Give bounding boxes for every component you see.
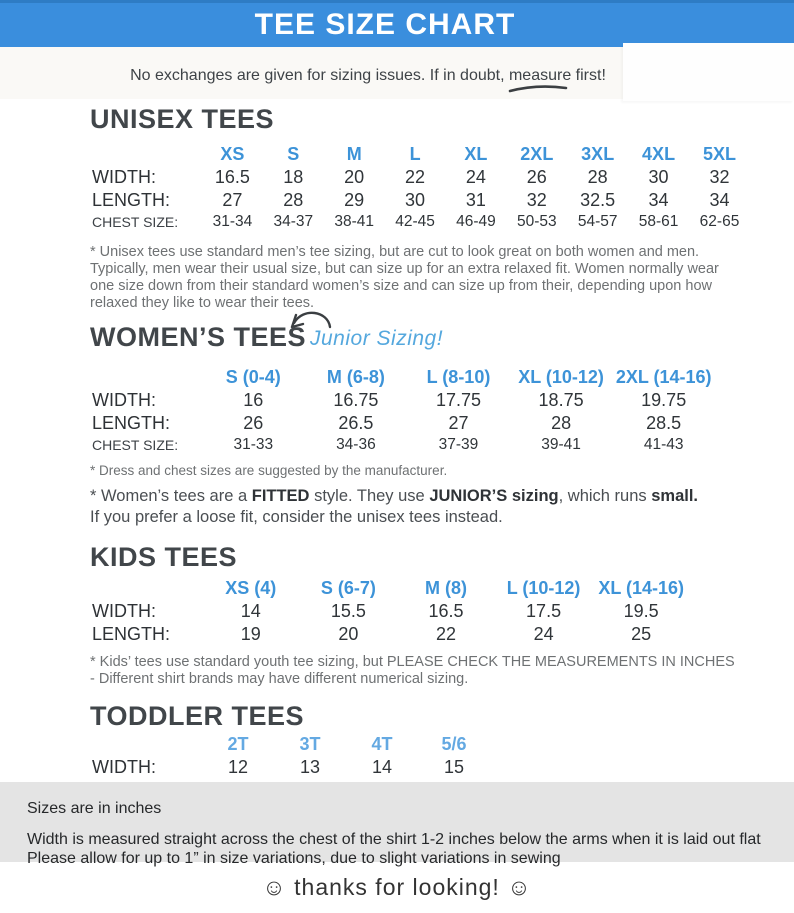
size-value: 41-43 [643, 436, 684, 454]
size-value: 19.75 [641, 390, 687, 411]
thanks-text: thanks for looking! [294, 874, 500, 900]
size-column-header: 4T [371, 733, 393, 754]
size-value: 19 [240, 624, 261, 645]
size-column-header: 4XL [642, 144, 676, 164]
size-value: 50-53 [516, 213, 557, 230]
size-value: 14 [240, 601, 261, 622]
size-column-header: S (0-4) [225, 367, 281, 388]
page-title: TEE SIZE CHART [254, 8, 516, 41]
size-value: 24 [465, 167, 486, 187]
footer-line: Please allow for up to 1” in size variations, due to slight variations in sewing [27, 850, 561, 868]
smiley-icon: ☺ [507, 874, 532, 900]
size-value: 20 [338, 624, 359, 645]
size-column-header: 5/6 [441, 733, 467, 754]
note-text: If you prefer a loose fit, consider the unisex tees instead. [90, 508, 503, 527]
notice-text: No exchanges are given for sizing issues. If in doubt, [130, 67, 509, 84]
size-value: 12 [227, 756, 249, 777]
kids-note-line: - Different shirt brands may have different numerical sizing. [90, 671, 469, 688]
size-column-header: XL [464, 144, 488, 164]
size-value: 15 [443, 756, 465, 777]
underlined-word: measure [509, 67, 571, 85]
manufacturer-note: * Dress and chest sizes are suggested by the manufacturer. [90, 463, 448, 479]
size-column-header: 3XL [581, 144, 615, 164]
size-value: 18.75 [538, 390, 584, 411]
section-title-toddler: TODDLER TEES [90, 700, 305, 731]
size-value: 32 [709, 167, 730, 187]
size-value: 34-37 [273, 213, 314, 230]
size-value: 29 [344, 190, 365, 210]
size-value: 34 [648, 190, 669, 210]
row-label: WIDTH: [92, 390, 156, 411]
womens-title-row [90, 324, 794, 364]
fitted-style-note [90, 486, 760, 528]
kids-sizing-note [90, 654, 794, 688]
emphasis-text: small. [651, 487, 699, 506]
size-value: 34 [709, 190, 730, 210]
row-label: LENGTH: [92, 413, 171, 434]
measurement-notes [0, 782, 794, 868]
size-value: 17.5 [526, 601, 562, 622]
corner-cell [90, 577, 202, 600]
size-value: 25 [631, 624, 652, 645]
size-column-header: L (8-10) [426, 367, 491, 388]
size-value: 16 [243, 390, 264, 411]
size-value: 16.5 [428, 601, 464, 622]
kids-size-table [90, 577, 690, 646]
row-label: WIDTH: [92, 167, 156, 187]
size-value: 46-49 [456, 213, 496, 230]
size-column-header: M [346, 144, 362, 164]
size-column-header: S (6-7) [320, 578, 376, 599]
row-label: LENGTH: [92, 624, 171, 645]
smiley-icon: ☺ [262, 874, 287, 900]
size-value: 30 [648, 167, 669, 187]
kids-note-line: * Kids’ tees use standard youth tee sizing, but PLEASE CHECK THE MEASUREMENTS IN INCHES [90, 654, 735, 671]
size-column-header: 2XL [520, 144, 554, 164]
size-column-header: 5XL [702, 144, 736, 164]
size-value: 18 [283, 167, 304, 187]
background-patch [623, 43, 794, 101]
unisex-size-table [90, 143, 750, 232]
thanks-message [0, 874, 794, 901]
section-title-unisex: UNISEX TEES [90, 104, 275, 134]
size-column-header: XL (10-12) [518, 367, 604, 388]
unisex-sizing-note: * Unisex tees use standard men’s tee sizing, but are cut to look great on both women and men. Typically, men wear their usual size, but can size up for an extra relaxed fit. Women normally wear one size down from their standard women’s size and can size up from their, depending upon how relaxed they like to wear their tees. [90, 244, 719, 312]
size-value: 31 [465, 190, 486, 210]
size-value: 37-39 [438, 436, 479, 454]
size-value: 16.75 [333, 390, 379, 411]
size-value: 28 [587, 167, 608, 187]
section-womens [90, 324, 794, 528]
size-column-header: 2XL (14-16) [615, 367, 712, 388]
size-value: 24 [533, 624, 554, 645]
size-column-header: S [287, 144, 300, 164]
section-title-kids: KIDS TEES [90, 542, 238, 573]
size-value: 22 [405, 167, 426, 187]
womens-size-table [90, 366, 715, 455]
row-label: CHEST SIZE: [92, 214, 179, 230]
size-value: 20 [344, 167, 365, 187]
size-value: 31-33 [233, 436, 274, 454]
size-value: 16.5 [214, 167, 250, 187]
size-value: 28 [551, 413, 572, 434]
size-value: 13 [299, 756, 321, 777]
size-value: 28 [283, 190, 304, 210]
corner-cell [90, 733, 202, 756]
size-value: 17.75 [435, 390, 481, 411]
size-value: 27 [222, 190, 243, 210]
size-column-header: XS [220, 144, 245, 164]
emphasis-text: JUNIOR’S sizing [429, 487, 559, 506]
header-substrip [0, 47, 794, 99]
footer-line: Sizes are in inches [27, 800, 162, 817]
section-unisex [90, 106, 794, 312]
note-text: * Women’s tees are a [90, 487, 252, 506]
size-value: 15.5 [330, 601, 366, 622]
size-column-header: L (10-12) [506, 578, 581, 599]
section-title-womens: WOMEN’S TEES [90, 322, 307, 353]
size-value: 28.5 [646, 413, 682, 434]
size-value: 32 [526, 190, 547, 210]
size-column-header: 3T [299, 733, 321, 754]
size-value: 38-41 [334, 213, 375, 230]
junior-sizing-annotation: Junior Sizing! [310, 327, 444, 351]
size-column-header: M (6-8) [326, 367, 385, 388]
size-column-header: XL (14-16) [598, 578, 685, 599]
row-label: LENGTH: [92, 190, 171, 210]
size-value: 14 [371, 756, 393, 777]
row-label: WIDTH: [92, 756, 156, 777]
corner-cell [90, 366, 202, 389]
notice-text: first! [571, 67, 606, 84]
size-column-header: M (8) [424, 578, 467, 599]
size-value: 26 [243, 413, 264, 434]
size-value: 31-34 [212, 213, 253, 230]
size-value: 22 [435, 624, 456, 645]
note-text: , which runs [558, 487, 652, 506]
size-value: 39-41 [541, 436, 581, 454]
size-column-header: XS (4) [225, 578, 277, 599]
footer-line: Width is measured straight across the chest of the shirt 1-2 inches below the arms when it is laid out flat [27, 830, 761, 848]
size-value: 26 [526, 167, 547, 187]
size-value: 34-36 [336, 436, 376, 454]
size-column-header: L [409, 144, 421, 164]
size-value: 19.5 [623, 601, 659, 622]
size-value: 54-57 [577, 213, 618, 230]
note-text: style. They use [309, 487, 430, 506]
header-bar [0, 0, 794, 47]
row-label: CHEST SIZE: [92, 437, 179, 454]
size-value: 27 [448, 413, 469, 434]
section-kids [90, 544, 794, 688]
size-value: 42-45 [395, 213, 435, 230]
size-value: 62-65 [699, 213, 740, 230]
emphasis-text: FITTED [251, 487, 310, 506]
corner-cell [90, 143, 202, 166]
size-value: 58-61 [638, 213, 679, 230]
size-column-header: 2T [227, 733, 249, 754]
row-label: WIDTH: [92, 601, 156, 622]
size-value: 32.5 [580, 190, 616, 210]
chart-body [0, 106, 794, 802]
hand-drawn-underline [507, 83, 569, 94]
size-value: 30 [405, 190, 426, 210]
size-value: 26.5 [338, 413, 374, 434]
